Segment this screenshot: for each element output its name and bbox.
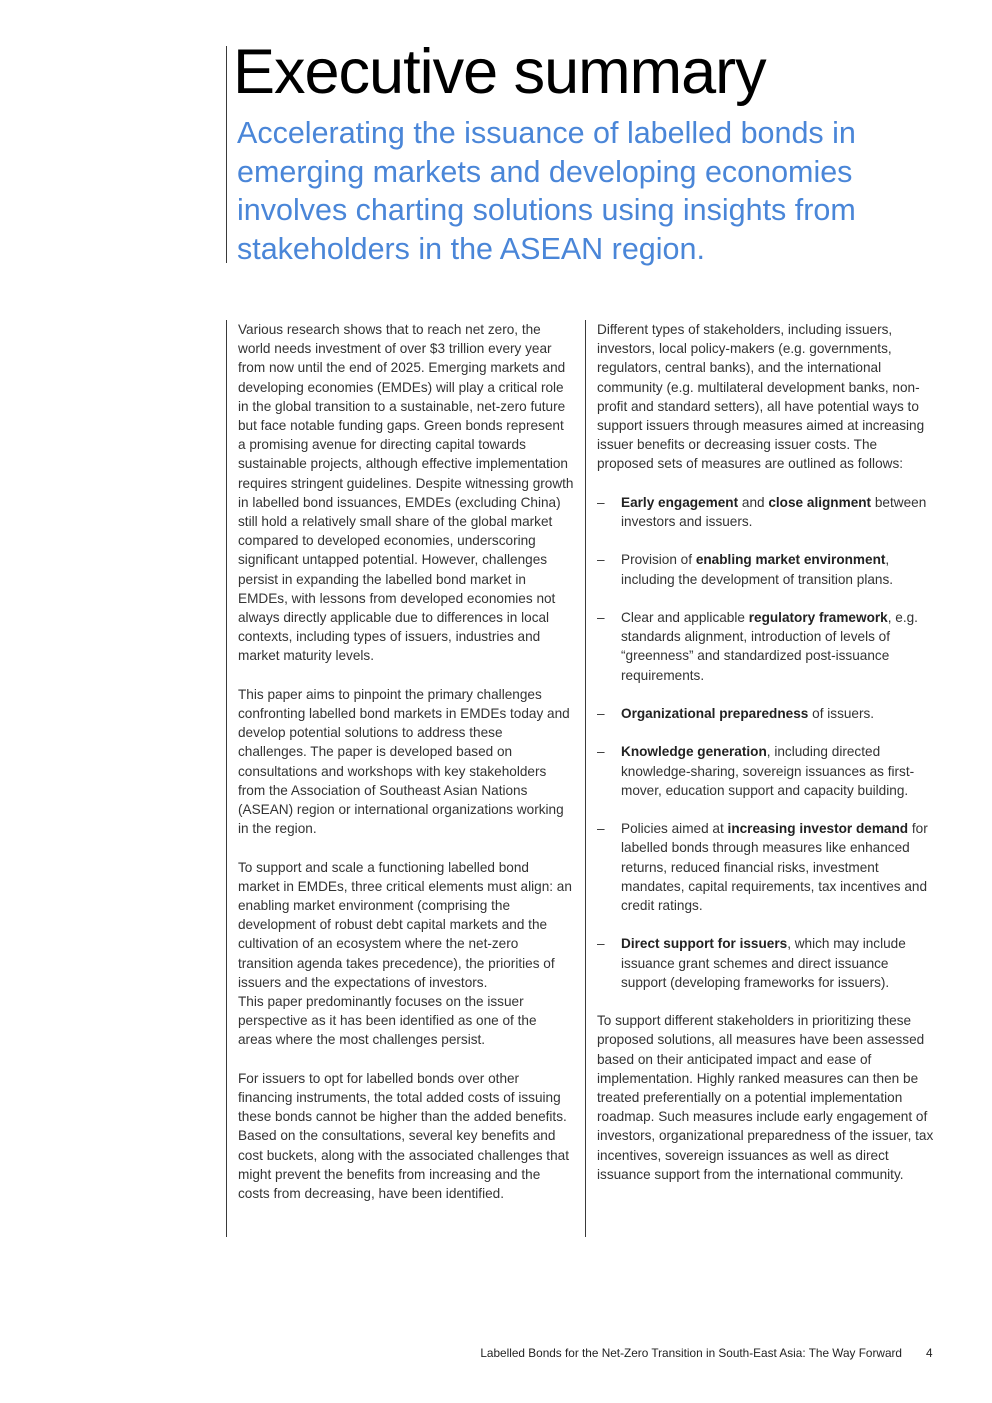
- list-item: [597, 704, 937, 723]
- measure-text: Provision of: [621, 552, 696, 568]
- measure-emphasis: increasing investor demand: [727, 821, 909, 837]
- measures-list: [597, 493, 937, 992]
- footer-subtitle: The Way Forward: [805, 1346, 902, 1360]
- paragraph: This paper predominantly focuses on the issuer perspective as it has been identified as one of the areas where the most challenges persist.: [238, 994, 537, 1048]
- page-title: Executive summary: [233, 37, 766, 107]
- paragraph: Different types of stakeholders, including issuers, investors, local policy-makers (e.g. governments, regulators, central banks), and the international community (e.g. multilateral development banks, non-profit and standard setters), all have potential ways to support issuers through measures aimed at increasing issuer benefits or decreasing issuer costs. The proposed sets of measures are outlined as follows:: [597, 322, 925, 472]
- measure-text: between investors and issuers.: [621, 494, 927, 530]
- left-column: [238, 320, 574, 1222]
- measure-text: Clear and applicable: [621, 610, 749, 625]
- measure-emphasis: Direct support for issuers: [621, 936, 788, 952]
- footer-title: Labelled Bonds for the Net-Zero Transition in South-East Asia:: [480, 1346, 806, 1360]
- list-item: [597, 819, 937, 915]
- header-rule: [226, 46, 227, 263]
- paragraph: To support different stakeholders in prioritizing these proposed solutions, all measures have been assessed based on their anticipated impact and ease of implementation. Highly ranked measures can then be treated preferentially on a potential implementation roadmap. Such measures include early engagement of investors, organizational preparedness of the issuer, tax incentives, sovereign issuances as well as direct issuance support from the international community.: [597, 1013, 934, 1182]
- left-column-rule: [226, 320, 227, 1237]
- measure-emphasis: Knowledge generation: [621, 744, 767, 760]
- measure-text: of issuers.: [808, 706, 875, 721]
- measure-text: and: [738, 494, 769, 510]
- footer: [480, 1346, 902, 1360]
- list-item: [597, 493, 937, 531]
- right-column-rule: [585, 320, 586, 1237]
- page-subtitle: Accelerating the issuance of labelled bonds in emerging markets and developing economies involves charting solutions using insights from stakeholders in the ASEAN region.: [237, 116, 856, 266]
- measure-text: , including directed knowledge-sharing, sovereign issuances as first-mover, education support and capacity building.: [621, 744, 915, 798]
- list-item: [597, 550, 937, 588]
- paragraph: To support and scale a functioning labelled bond market in EMDEs, three critical elements must align: an enabling market environment (comprising the development of robust debt capital markets and the cultivation of an ecosystem where the net-zero transition agenda takes precedence), the priorities of issuers and the expectations of investors.: [238, 859, 572, 990]
- measure-text: , which may include issuance grant schemes and direct issuance support (developing frameworks for issuers).: [621, 936, 906, 990]
- paragraph: Various research shows that to reach net zero, the world needs investment of over $3 trillion every year from now until the end of 2025. Emerging markets and developing economies (EMDEs) will play a critical role in the global transition to a sustainable, net-zero future but face notable funding gaps. Green bonds represent a promising avenue for directing capital towards sustainable projects, although effective implementation requires stringent guidelines. Despite witnessing growth in labelled bond issuances, EMDEs (excluding China) still hold a relatively small share of the global market compared to developed economies, underscoring significant untapped potential. However, challenges persist in expanding the labelled bond market in EMDEs, with lessons from developed economies not always directly applicable due to differences in local contexts, including types of issuers, industries and market maturity levels.: [238, 322, 574, 664]
- page-number: 4: [926, 1346, 933, 1360]
- list-item: [597, 934, 937, 992]
- list-item: [597, 742, 937, 800]
- measure-text: Policies aimed at: [621, 821, 728, 837]
- measure-emphasis: Early engagement: [621, 494, 739, 510]
- measure-text: , e.g. standards alignment, introduction of levels of “greenness” and standardized post-issuance requirements.: [621, 610, 918, 683]
- measure-emphasis: close alignment: [768, 494, 872, 510]
- measure-text: for labelled bonds through measures like enhanced returns, reduced financial risks, investment mandates, capital requirements, tax incentives and credit ratings.: [621, 821, 928, 913]
- paragraph: For issuers to opt for labelled bonds over other financing instruments, the total added costs of issuing these bonds cannot be higher than the added benefits. Based on the consultations, several key benefits and cost buckets, along with the associated challenges that might prevent the benefits from increasing and the costs from decreasing, have been identified.: [238, 1070, 569, 1202]
- list-item: [597, 608, 937, 685]
- measure-text: , including the development of transition plans.: [621, 552, 894, 587]
- paragraph: This paper aims to pinpoint the primary challenges confronting labelled bond markets in EMDEs today and develop potential solutions to address these challenges. The paper is developed based on consultations and workshops with key stakeholders from the Association of Southeast Asian Nations (ASEAN) region or international organizations working in the region.: [238, 686, 570, 837]
- measure-emphasis: regulatory framework: [748, 610, 888, 625]
- right-column: [597, 320, 937, 1203]
- measure-emphasis: Organizational preparedness: [621, 706, 809, 721]
- measure-emphasis: enabling market environment: [695, 552, 886, 568]
